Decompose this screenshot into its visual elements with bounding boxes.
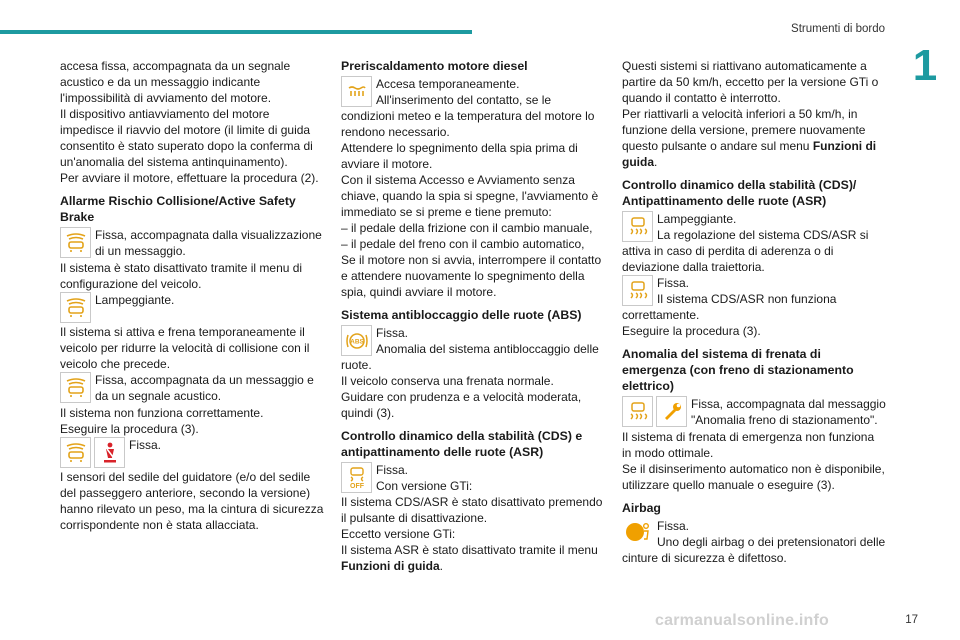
warning-entry xyxy=(60,227,324,259)
warning-entry xyxy=(60,437,324,468)
entry-status: Lampeggiante. xyxy=(657,212,737,226)
collision-warning-icon xyxy=(60,227,91,258)
entry-description: Il sistema non funziona correttamente. Eseguire la procedura (3). xyxy=(60,406,264,436)
collision-warning-icon xyxy=(60,292,91,323)
esp-off-icon xyxy=(341,462,372,493)
entry-description: Il sistema di frenata di emergenza non funziona in modo ottimale. Se il disinserimento automatico non è disponibile, utilizzare quello manuale o eseguire (3). xyxy=(622,430,885,492)
punctuation: . xyxy=(439,559,443,573)
entry-description: I sensori del sedile del guidatore (e/o del sedile del passeggero anteriore, secondo la versione) hanno rilevato un peso, ma la cintura di sicurezza corrispondente non è stata allacciata. xyxy=(60,470,324,532)
entry-status: Fissa, accompagnata dalla visualizzazione di un messaggio. xyxy=(95,228,322,258)
chapter-number: 1 xyxy=(912,41,938,90)
warning-entry xyxy=(60,372,324,404)
entry-status: Accesa temporaneamente. xyxy=(376,77,520,91)
column-1 xyxy=(60,58,324,533)
entry-description xyxy=(341,478,605,574)
entry-status: Fissa. xyxy=(657,276,690,290)
abs-icon-label: ABS xyxy=(349,338,364,345)
airbag-icon xyxy=(622,518,653,549)
seatbelt-icon xyxy=(94,437,125,468)
page-header-title: Strumenti di bordo xyxy=(791,23,885,35)
section-title-airbag: Airbag xyxy=(622,501,661,515)
menu-reference: Funzioni di guida xyxy=(341,559,440,573)
entry-status: Fissa. xyxy=(376,463,409,477)
skid-car-icon xyxy=(622,396,653,427)
abs-icon xyxy=(341,325,372,356)
section-title-collision: Allarme Rischio Collisione/Active Safety Brake xyxy=(60,194,296,224)
intro-text: accesa fissa, accompagnata da un segnale acustico e da un messaggio indicante l'impossibilità di avviamento del motore. Il dispositivo antiavviamento del motore impedisce il riavvio del motore (il limite di guida consentito è stato superato dopo la conferma di un'anomalia del sistema antinquinamento). Per avviare il motore, effettuare la procedura (2). xyxy=(60,59,319,185)
entry-description: All'inserimento del contatto, se le condizioni meteo e la temperatura del motore lo rendono necessario. Attendere lo spegnimento della spia prima di avviare il motore. Con il sistema Accesso e Avviamento senza chiave, quando la spia si spegne, l'avviamento è immediato se si preme e tiene premuto: – il pedale della frizione con il cambio manuale, – il pedale del freno con il cambio automatico, Se il motore non si avvia, interrompere il contatto e attendere nuovamente lo spegnimento della spia, quindi avviare il motore. xyxy=(341,93,602,299)
collision-warning-icon xyxy=(60,437,91,468)
menu-reference: Funzioni di guida xyxy=(622,139,877,169)
entry-description: Uno degli airbag o dei pretensionatori delle cinture di sicurezza è difettoso. xyxy=(622,535,886,565)
section-title-cds-asr-2: Controllo dinamico della stabilità (CDS)/ Antipattinamento delle ruote (ASR) xyxy=(622,178,857,208)
entry-description-text: Con versione GTi: Il sistema CDS/ASR è stato disattivato premendo il pulsante di disattivazione. Eccetto versione GTi: Il sistema ASR è stato disattivato tramite il menu xyxy=(341,479,603,557)
wrench-icon xyxy=(656,396,687,427)
off-icon-label: OFF xyxy=(349,482,364,490)
section-title-cds-asr: Controllo dinamico della stabilità (CDS) e antipattinamento delle ruote (ASR) xyxy=(341,429,583,459)
entry-description: Il sistema è stato disattivato tramite il menu di configurazione del veicolo. xyxy=(60,261,303,291)
skid-car-icon xyxy=(622,211,653,242)
entry-description: Il sistema si attiva e frena temporaneamente il veicolo per ridurre la velocità di collisione con il veicolo che precede. xyxy=(60,325,310,371)
skid-car-icon xyxy=(622,275,653,306)
entry-status: Fissa. xyxy=(376,326,409,340)
entry-status: Fissa. xyxy=(129,438,162,452)
watermark: carmanualsonline.info xyxy=(655,612,830,629)
entry-status: Lampeggiante. xyxy=(95,293,175,307)
section-title-preheating: Preriscaldamento motore diesel xyxy=(341,59,528,73)
collision-warning-icon xyxy=(60,372,91,403)
entry-description: La regolazione del sistema CDS/ASR si attiva in caso di perdita di aderenza o di deviazione dalla traiettoria. xyxy=(622,228,869,274)
entry-status: Fissa. xyxy=(657,519,690,533)
warning-entry xyxy=(622,396,886,428)
section-title-emergency-brake: Anomalia del sistema di frenata di emergenza (con freno di stazionamento elettrico) xyxy=(622,347,854,393)
intro-text-body: Questi sistemi si riattivano automaticamente a partire da 50 km/h, eccetto per la versione GTi o quando il contatto è interrotto. Per riattivarli a velocità inferiori a 50 km/h, in funzione della versione, premere nuovamente questo pulsante o andare sul menu xyxy=(622,59,879,153)
warning-entry xyxy=(60,292,324,323)
punctuation: . xyxy=(654,155,658,169)
column-2 xyxy=(341,58,605,574)
entry-status: Fissa, accompagnata dal messaggio "Anomalia freno di stazionamento". xyxy=(691,397,886,427)
entry-status: Fissa, accompagnata da un messaggio e da un segnale acustico. xyxy=(95,373,314,403)
glow-plug-icon xyxy=(341,76,372,107)
entry-description: Anomalia del sistema antibloccaggio delle ruote. Il veicolo conserva una frenata normale. Guidare con prudenza e a velocità moderata, quindi (3). xyxy=(341,342,599,420)
top-accent-bar xyxy=(0,30,472,34)
column-3 xyxy=(622,58,886,566)
section-title-abs: Sistema antibloccaggio delle ruote (ABS) xyxy=(341,308,582,322)
intro-text xyxy=(622,58,886,170)
page-number: 17 xyxy=(905,614,918,626)
entry-description: Il sistema CDS/ASR non funziona correttamente. Eseguire la procedura (3). xyxy=(622,292,837,338)
